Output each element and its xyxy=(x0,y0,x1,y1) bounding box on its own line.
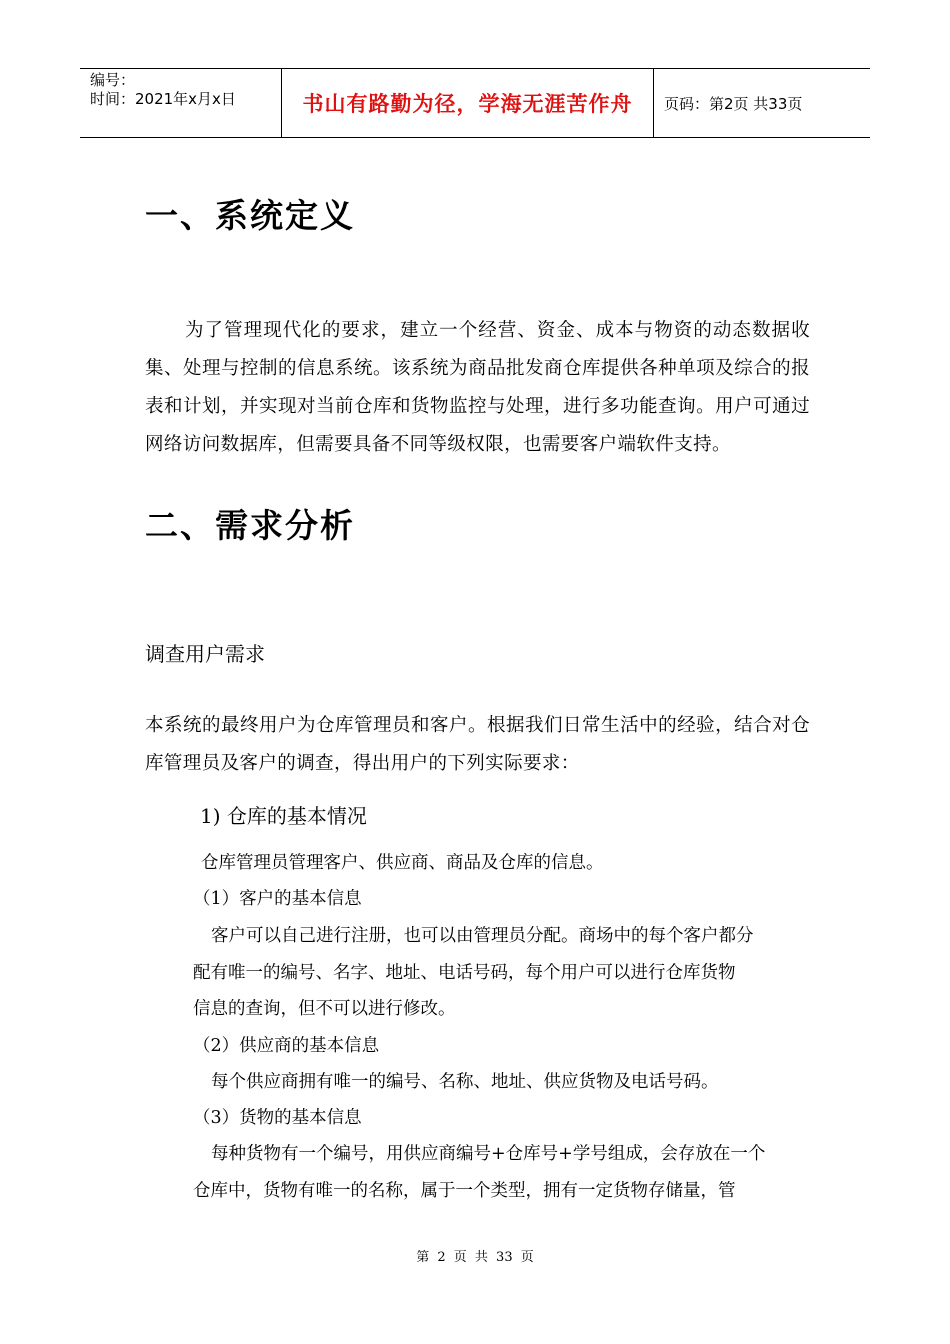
section2-heading: 二、需求分析 xyxy=(145,506,355,545)
item1-desc: 仓库管理员管理客户、供应商、商品及仓库的信息。 xyxy=(201,853,604,873)
section2-intro: 本系统的最终用户为仓库管理员和客户。根据我们日常生活中的经验，结合对仓库管理员及客户的调查，得出用户的下列实际要求： xyxy=(145,715,810,774)
customer-info-line2: 配有唯一的编号、名字、地址、电话号码，每个用户可以进行仓库货物 xyxy=(193,963,736,983)
customer-info-line3: 信息的查询，但不可以进行修改。 xyxy=(193,999,456,1019)
header-meta xyxy=(80,69,282,137)
section1-paragraph: 为了管理现代化的要求，建立一个经营、资金、成本与物资的动态数据收集、处理与控制的信息系统。该系统为商品批发商仓库提供各种单项及综合的报表和计划，并实现对当前仓库和货物监控与处理，进行多功能查询。用户可通过网络访问数据库，但需要具备不同等级权限，也需要客户端软件支持。 xyxy=(145,320,810,455)
header-motto: 书山有路勤为径，学海无涯苦作舟 xyxy=(282,69,654,137)
item1-title: 1) 仓库的基本情况 xyxy=(200,804,367,828)
goods-info-line2: 仓库中，货物有唯一的名称，属于一个类型，拥有一定货物存储量，管 xyxy=(193,1181,736,1201)
page-footer: 第 2 页 共 33 页 xyxy=(416,1250,534,1265)
number-label: 编号： xyxy=(90,71,136,89)
section1-heading: 一、系统定义 xyxy=(145,196,355,235)
page-header xyxy=(80,68,870,138)
section2-subheading: 调查用户需求 xyxy=(145,642,265,666)
goods-info-title: （3）货物的基本信息 xyxy=(193,1108,362,1128)
header-page-info: 页码：第2页 共33页 xyxy=(664,94,803,113)
customer-info-title: （1）客户的基本信息 xyxy=(193,889,362,909)
goods-info-line1: 每种货物有一个编号，用供应商编号+仓库号+学号组成，会存放在一个 xyxy=(211,1144,766,1164)
supplier-info-title: （2）供应商的基本信息 xyxy=(193,1036,380,1056)
supplier-info-line1: 每个供应商拥有唯一的编号、名称、地址、供应货物及电话号码。 xyxy=(211,1072,719,1092)
customer-info-line1: 客户可以自己进行注册，也可以由管理员分配。商场中的每个客户都分 xyxy=(211,926,754,946)
time-label: 时间：2021年x月x日 xyxy=(90,90,236,108)
